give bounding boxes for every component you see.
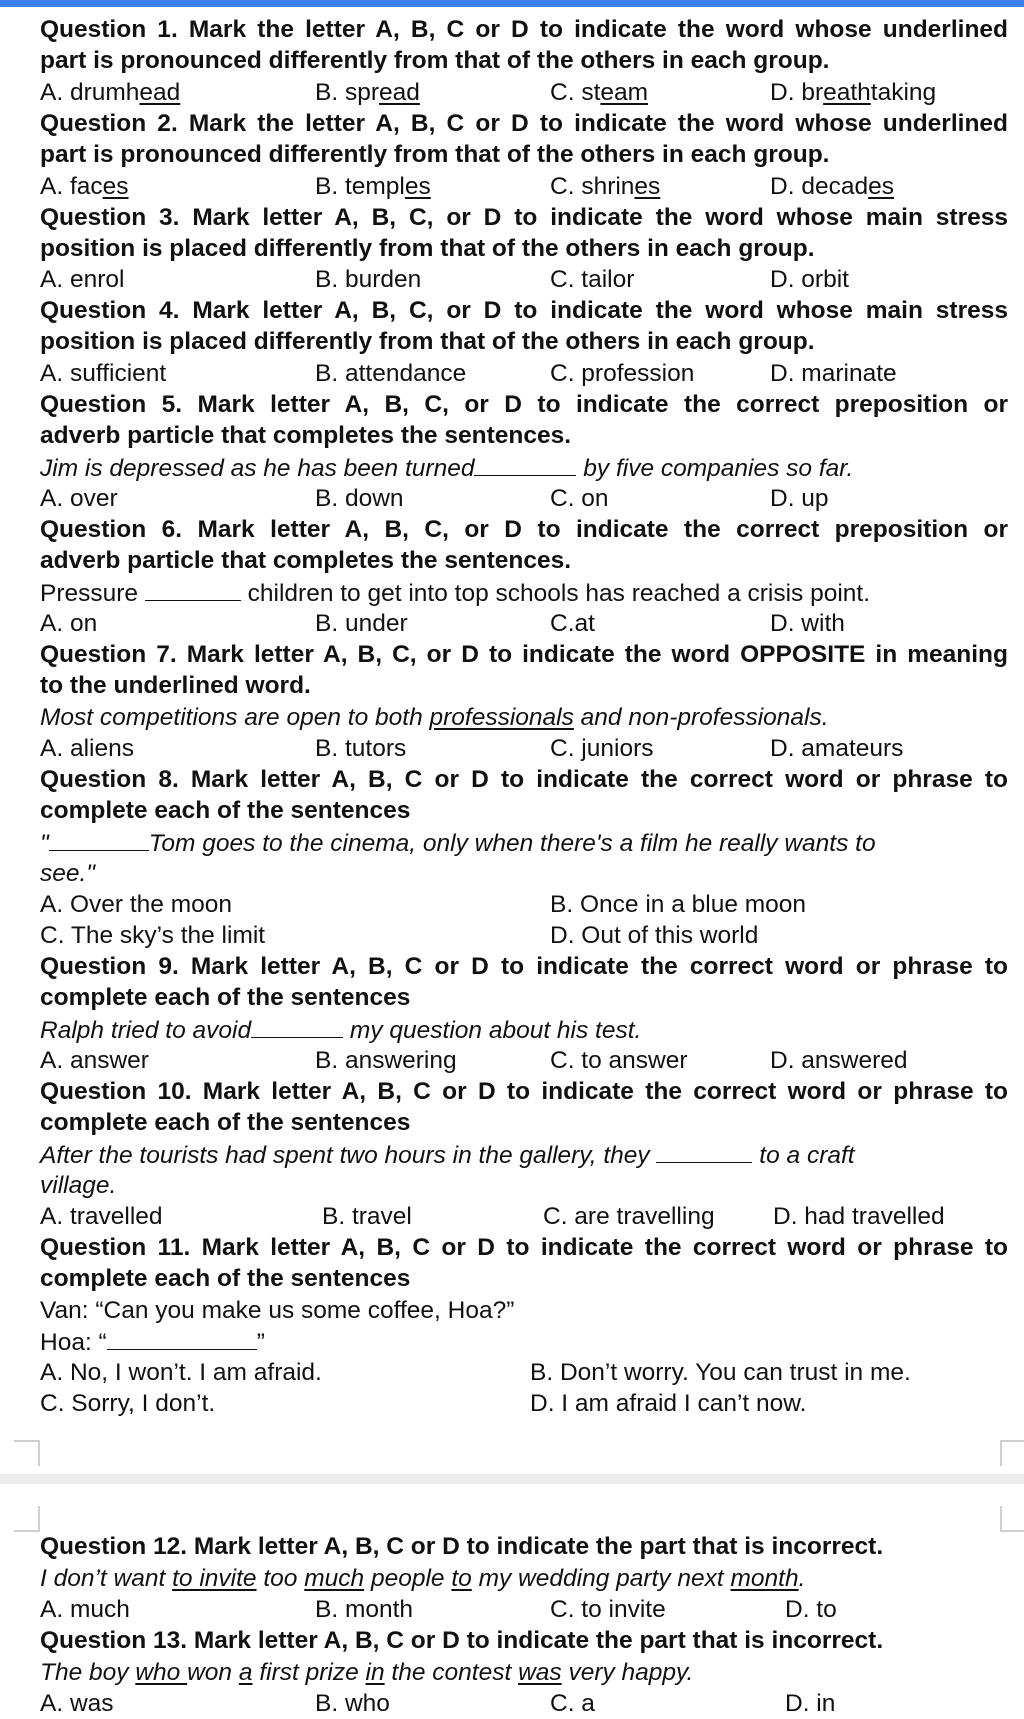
q13-options	[40, 1689, 1008, 1719]
q7-sentence: Most competitions are open to both professionals and non-professionals.	[40, 704, 829, 731]
q5-option-c: C. on	[550, 485, 609, 512]
q9-option-b: B. answering	[315, 1047, 457, 1074]
q10-option-d: D. had travelled	[773, 1203, 945, 1230]
q13-option-b: B. who	[315, 1690, 390, 1717]
q12-option-c: C. to invite	[550, 1596, 666, 1623]
q6-option-a: A. on	[40, 610, 98, 637]
q7-instruction-line-1: Question 7. Mark letter A, B, C, or D to indicate the word OPPOSITE in meaning	[40, 641, 1008, 668]
q5-option-b: B. down	[315, 485, 404, 512]
q9-sentence: Ralph tried to avoid my question about his test.	[40, 1017, 642, 1044]
q4-instruction-line-1: Question 4. Mark letter A, B, C, or D to indicate the word whose main stress	[40, 297, 1008, 324]
q8-blank	[49, 828, 149, 851]
q11-dialogue-van: Van: “Can you make us some coffee, Hoa?”	[40, 1297, 515, 1324]
q9-instruction-line-1: Question 9. Mark letter A, B, C or D to indicate the correct word or phrase to	[40, 953, 1008, 980]
q11-blank	[107, 1327, 257, 1350]
q12-instruction: Question 12. Mark letter A, B, C or D to indicate the part that is incorrect.	[40, 1533, 884, 1560]
q13-sentence: The boy who won a first prize in the contest was very happy.	[40, 1659, 694, 1686]
q7-instruction-line-2: to the underlined word.	[40, 672, 311, 699]
crop-mark-top-left	[14, 1440, 40, 1466]
q2-option-c: C. shrines	[550, 173, 661, 200]
q8-option-a: A. Over the moon	[40, 891, 233, 918]
q4-option-c: C. profession	[550, 360, 695, 387]
q12-option-d: D. to	[785, 1596, 837, 1623]
q7-options	[40, 734, 1008, 764]
q1-options	[40, 78, 1008, 108]
q5-option-d: D. up	[770, 485, 829, 512]
q7-option-d: D. amateurs	[770, 735, 904, 762]
q11-options-row-2	[40, 1389, 1008, 1419]
q2-instruction-line-2: part is pronounced differently from that of the others in each group.	[40, 141, 830, 168]
q8-option-b: B. Once in a blue moon	[550, 891, 807, 918]
q5-instruction-line-2: adverb particle that completes the sentences.	[40, 422, 572, 449]
q4-instruction-line-2: position is placed differently from that of the others in each group.	[40, 328, 815, 355]
q7-option-b: B. tutors	[315, 735, 407, 762]
q11-option-b: B. Don’t worry. You can trust in me.	[530, 1359, 911, 1386]
q9-blank	[251, 1015, 343, 1038]
q4-options	[40, 359, 1008, 389]
q1-option-b: B. spread	[315, 79, 420, 106]
q3-option-b: B. burden	[315, 266, 422, 293]
q11-option-a: A. No, I won’t. I am afraid.	[40, 1359, 322, 1386]
q13-instruction: Question 13. Mark letter A, B, C or D to indicate the part that is incorrect.	[40, 1627, 884, 1654]
q1-instruction-line-1: Question 1. Mark the letter A, B, C or D to indicate the word whose underlined	[40, 16, 1008, 43]
q10-sentence: After the tourists had spent two hours in the gallery, they to a craft	[40, 1142, 855, 1169]
q9-instruction-line-2: complete each of the sentences	[40, 984, 411, 1011]
q3-instruction-line-1: Question 3. Mark letter A, B, C, or D to indicate the word whose main stress	[40, 204, 1008, 231]
q2-instruction-line-1: Question 2. Mark the letter A, B, C or D to indicate the word whose underlined	[40, 110, 1008, 137]
q6-option-c: C.at	[550, 610, 595, 637]
q8-sentence: " Tom goes to the cinema, only when there's a film he really wants to	[40, 830, 876, 857]
q9-option-a: A. answer	[40, 1047, 149, 1074]
q10-options	[40, 1202, 1008, 1232]
q3-option-a: A. enrol	[40, 266, 125, 293]
q10-instruction-line-1: Question 10. Mark letter A, B, C or D to indicate the correct word or phrase to	[40, 1078, 1008, 1105]
crop-mark-bottom-left	[14, 1506, 40, 1532]
q10-option-a: A. travelled	[40, 1203, 163, 1230]
q10-instruction-line-2: complete each of the sentences	[40, 1109, 411, 1136]
q6-instruction-line-2: adverb particle that completes the sentences.	[40, 547, 572, 574]
q11-option-c: C. Sorry, I don’t.	[40, 1390, 216, 1417]
q8-sentence-line-2: see."	[40, 860, 96, 887]
q1-option-c: C. steam	[550, 79, 649, 106]
q2-option-b: B. temples	[315, 173, 431, 200]
q9-option-d: D. answered	[770, 1047, 908, 1074]
q9-options	[40, 1046, 1008, 1076]
q4-option-a: A. sufficient	[40, 360, 167, 387]
q3-instruction-line-2: position is placed differently from that of the others in each group.	[40, 235, 815, 262]
q1-instruction-line-2: part is pronounced differently from that of the others in each group.	[40, 47, 830, 74]
q3-option-d: D. orbit	[770, 266, 849, 293]
q5-options	[40, 484, 1008, 514]
q10-sentence-line-2: village.	[40, 1172, 117, 1199]
page-break	[0, 1474, 1024, 1484]
q3-options	[40, 265, 1008, 295]
q13-option-a: A. was	[40, 1690, 114, 1717]
q10-blank	[656, 1140, 752, 1163]
q7-underlined-word: professionals	[429, 704, 574, 731]
q7-option-c: C. juniors	[550, 735, 654, 762]
q8-instruction-line-2: complete each of the sentences	[40, 797, 411, 824]
q10-option-c: C. are travelling	[543, 1203, 715, 1230]
q11-option-d: D. I am afraid I can’t now.	[530, 1390, 807, 1417]
crop-mark-top-right	[1000, 1440, 1024, 1466]
q11-instruction-line-1: Question 11. Mark letter A, B, C or D to indicate the correct word or phrase to	[40, 1234, 1008, 1261]
q3-option-c: C. tailor	[550, 266, 635, 293]
q11-dialogue-hoa: Hoa: “ ”	[40, 1329, 265, 1356]
q8-option-c: C. The sky’s the limit	[40, 922, 266, 949]
q11-options-row-1	[40, 1358, 1008, 1388]
q7-option-a: A. aliens	[40, 735, 134, 762]
q12-option-b: B. month	[315, 1596, 414, 1623]
q6-option-d: D. with	[770, 610, 845, 637]
q10-option-b: B. travel	[322, 1203, 412, 1230]
q4-option-b: B. attendance	[315, 360, 467, 387]
q12-option-a: A. much	[40, 1596, 130, 1623]
q2-options	[40, 172, 1008, 202]
q5-option-a: A. over	[40, 485, 118, 512]
q8-options-row-2	[40, 921, 1008, 951]
q6-option-b: B. under	[315, 610, 408, 637]
q13-option-c: C. a	[550, 1690, 595, 1717]
crop-mark-bottom-right	[1000, 1506, 1024, 1532]
q6-sentence: Pressure children to get into top schools has reached a crisis point.	[40, 580, 871, 607]
q1-option-d: D. breathtaking	[770, 79, 937, 106]
q12-options	[40, 1595, 1008, 1625]
q11-instruction-line-2: complete each of the sentences	[40, 1265, 411, 1292]
q4-option-d: D. marinate	[770, 360, 897, 387]
q8-instruction-line-1: Question 8. Mark letter A, B, C or D to indicate the correct word or phrase to	[40, 766, 1008, 793]
q5-sentence: Jim is depressed as he has been turned by five companies so far.	[40, 455, 854, 482]
q13-option-d: D. in	[785, 1690, 836, 1717]
q8-option-d: D. Out of this world	[550, 922, 759, 949]
q12-sentence: I don’t want to invite too much people to my wedding party next month.	[40, 1565, 806, 1592]
q1-option-a: A. drumhead	[40, 79, 181, 106]
q8-options-row-1	[40, 890, 1008, 920]
q2-option-a: A. faces	[40, 173, 129, 200]
q5-instruction-line-1: Question 5. Mark letter A, B, C, or D to indicate the correct preposition or	[40, 391, 1008, 418]
q2-option-d: D. decades	[770, 173, 894, 200]
top-accent-bar	[0, 0, 1024, 7]
q5-blank	[474, 453, 576, 476]
q6-blank	[145, 578, 241, 601]
q9-option-c: C. to answer	[550, 1047, 688, 1074]
q6-instruction-line-1: Question 6. Mark letter A, B, C, or D to indicate the correct preposition or	[40, 516, 1008, 543]
q6-options	[40, 609, 1008, 639]
